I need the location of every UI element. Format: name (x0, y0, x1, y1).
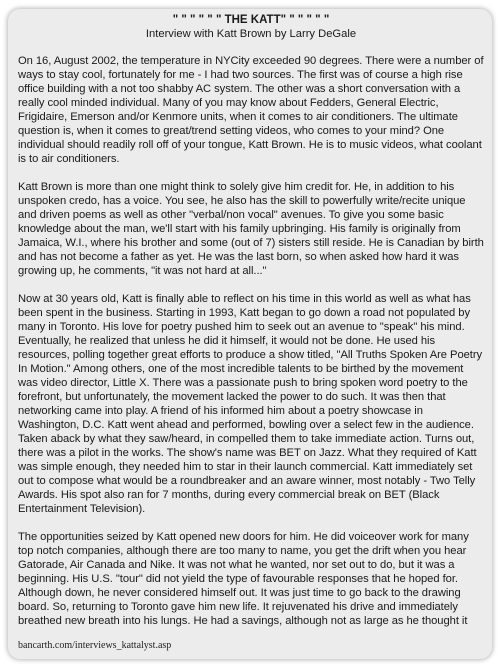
footer-url: bancarth.com/interviews_kattalyst.asp (18, 640, 172, 651)
paragraph-3: Now at 30 years old, Katt is finally able to reflect on his time in this world as well as what has been spent in the business. Starting in 1993, Katt began to go down a road not populated by many in Toronto. His love for poetry pushed him to seek out an avenue to "speak" his mind. Eventually, he realized that unless he did it himself, it would not be done. He used his resources, polling together great efforts to produce a show titled, "All Truths Spoken Are Poetry In Motion." Among others, one of the most incredible talents to be birthed by the movement was video director, Little X. There was a passionate push to bring spoken word poetry to the forefront, but unfortunately, the movement lacked the power to do such. It was then that networking came into play. A friend of his informed him about a poetry showcase in Washington, D.C. Katt went ahead and performed, bowling over a select few in the audience. Taken aback by what they saw/heard, in compelled them to take immediate action. Turns out, there was a pilot in the works. The show's name was BET on Jazz. What they required of Katt was simple enough, they needed him to star in their launch commercial. Katt immediately set out to compose what would be a roundbreaker and an aware winner, most notably - Two Telly Awards. His spot also ran for 7 months, during every commercial break on BET (Black Entertainment Television). (18, 293, 483, 515)
paragraph-1: On 16, August 2002, the temperature in NYCity exceeded 90 degrees. There were a number of ways to stay cool, fortunately for me - I had two sources. The first was of course a high rise office building with a not too shabby AC system. The other was a short conversation with a really cool minded individual. Many of you may know about Fedders, General Electric, Frigidaire, Emerson and/or Kenmore units, when it comes to air conditioners. The ultimate question is, when it comes to great/trend setting videos, who comes to your mind? One individual should readily roll off of your tongue, Katt Brown. He is to music videos, what coolant is to air conditioners. (18, 55, 484, 165)
paragraph-4: The opportunities seized by Katt opened new doors for him. He did voiceover work for many top notch companies, although there are too many to name, you get the drift when you hear Gatorade, Air Canada and Nike. It was not what he wanted, nor set out to do, but it was a beginning. His U.S. "tour" did not yield the type of favourable responses that he hoped for. Although down, he never considered himself out. It was just time to go back to the drawing board. So, returning to Toronto gave him new life. It rejuvenated his drive and immediately breathed new breath into his lungs. He had a savings, although not as large as he thought it (18, 531, 469, 627)
document-title: " " " " " " THE KATT" " " " " " (172, 14, 330, 26)
document-body (18, 13, 484, 642)
document-subtitle: Interview with Katt Brown by Larry DeGale (145, 28, 357, 40)
document-sheet (8, 9, 492, 659)
paragraph-2: Katt Brown is more than one might think to solely give him credit for. He, in addition to his unspoken credo, has a voice. You see, he also has the skill to powerfully write/recite unique and driven poems as well as other "verbal/non vocal" avenues. To give you some basic knowledge about the man, we'll start with his family upbringing. His family is originally from Jamaica, W.I., where his brother and some (out of 7) sisters still reside. He is Canadian by birth and has not become a father as yet. He was the last born, so when asked how hard it was growing up, he comments, "it was not hard at all..." (18, 181, 484, 277)
